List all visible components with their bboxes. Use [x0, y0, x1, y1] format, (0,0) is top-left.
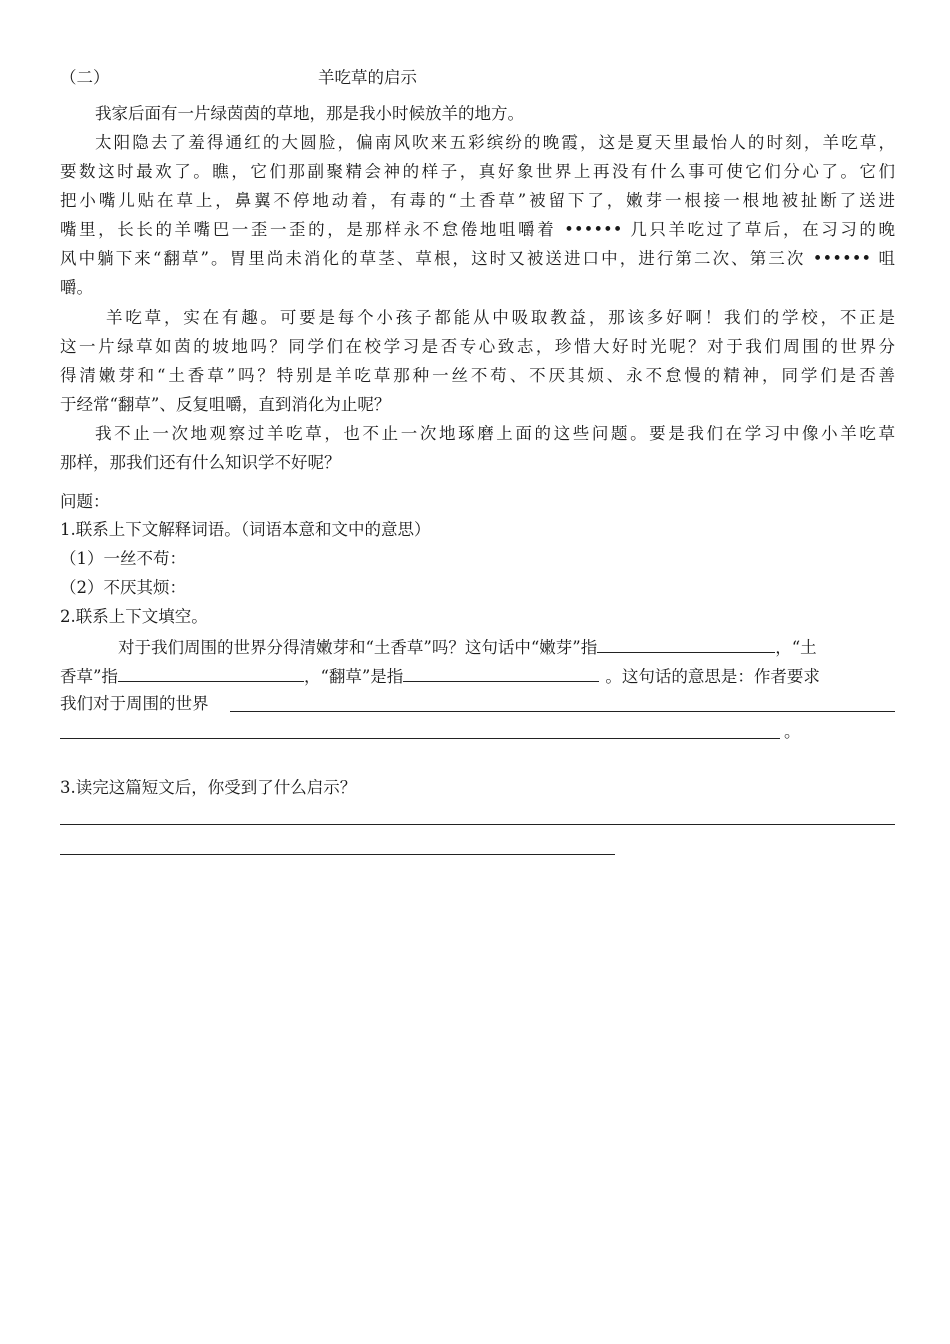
- answer-line-1[interactable]: [230, 711, 895, 712]
- paragraph-3-line-2: 这一片绿草如茵的坡地吗？同学们在校学习是否专心致志，珍惜大好时光呢？对于我们周围的世界分: [60, 337, 895, 356]
- answer-line-2[interactable]: [60, 738, 780, 739]
- question-2-text-2: ，“土: [775, 638, 817, 657]
- paragraph-1: 我家后面有一片绿茵茵的草地，那是我小时候放羊的地方。: [95, 104, 524, 123]
- paragraph-4-line-2: 那样，那我们还有什么知识学不好呢？: [60, 453, 341, 472]
- answer-line-3[interactable]: [60, 824, 895, 825]
- paragraph-3-line-1: 羊吃草，实在有趣。可要是每个小孩子都能从中吸取教益，那该多好啊！我们的学校，不正是: [106, 308, 895, 327]
- paragraph-3-line-4: 于经常“翻草”、反复咀嚼，直到消化为止呢？: [60, 395, 391, 414]
- questions-heading: 问题：: [60, 492, 110, 511]
- question-3: 3.读完这篇短文后，你受到了什么启示？: [60, 778, 357, 797]
- paragraph-2-line-5: 风中躺下来“翻草”。胃里尚未消化的草茎、草根，这时又被送进口中，进行第二次、第三次 •••••• 咀: [60, 249, 895, 268]
- paragraph-2-line-3: 把小嘴儿贴在草上，鼻翼不停地动着，有毒的“土香草”被留下了，嫩芽一根接一根地被扯断了送进: [60, 191, 895, 210]
- question-1-item-1: （1）一丝不苟：: [60, 549, 186, 568]
- question-1: 1.联系上下文解释词语。（词语本意和文中的意思）: [60, 520, 431, 539]
- question-2-text-3: 香草”指: [60, 667, 118, 686]
- paragraph-4-line-1: 我不止一次地观察过羊吃草，也不止一次地琢磨上面的这些问题。要是我们在学习中像小羊吃草: [95, 424, 895, 443]
- paragraph-2-line-2: 要数这时最欢了。瞧，它们那副聚精会神的样子，真好象世界上再没有什么事可使它们分心了。它们: [60, 162, 895, 181]
- question-1-item-2: （2）不厌其烦：: [60, 578, 186, 597]
- question-2-end: 。: [784, 722, 801, 741]
- blank-fancao[interactable]: [403, 663, 599, 682]
- blank-tuxiangcao[interactable]: [118, 663, 304, 682]
- blank-nenya[interactable]: [597, 634, 775, 653]
- question-2-line-2: [60, 663, 820, 689]
- section-number: （二）: [60, 68, 110, 87]
- question-2: 2.联系上下文填空。: [60, 607, 208, 626]
- paragraph-2-line-4: 嘴里，长长的羊嘴巴一歪一歪的，是那样永不怠倦地咀嚼着 •••••• 几只羊吃过了草后，在习习的晚: [60, 220, 895, 239]
- question-2-line-3: 我们对于周围的世界: [60, 694, 209, 713]
- paragraph-2-line-6: 嚼。: [60, 278, 93, 297]
- passage-title: 羊吃草的启示: [318, 68, 417, 87]
- question-2-text-4: ，“翻草”是指: [303, 667, 404, 686]
- paragraph-2-line-1: 太阳隐去了羞得通红的大圆脸，偏南风吹来五彩缤纷的晚霞，这是夏天里最怡人的时刻，羊吃草，: [95, 133, 895, 152]
- answer-line-4[interactable]: [60, 854, 615, 855]
- question-2-text-5: 。这句话的意思是：作者要求: [605, 667, 820, 686]
- question-2-text-1: 对于我们周围的世界分得清嫩芽和“土香草”吗？这句话中“嫩芽”指: [118, 638, 598, 657]
- paragraph-3-line-3: 得清嫩芽和“土香草”吗？特别是羊吃草那种一丝不苟、不厌其烦、永不怠慢的精神，同学们是否善: [60, 366, 895, 385]
- question-2-line-1: [118, 634, 817, 660]
